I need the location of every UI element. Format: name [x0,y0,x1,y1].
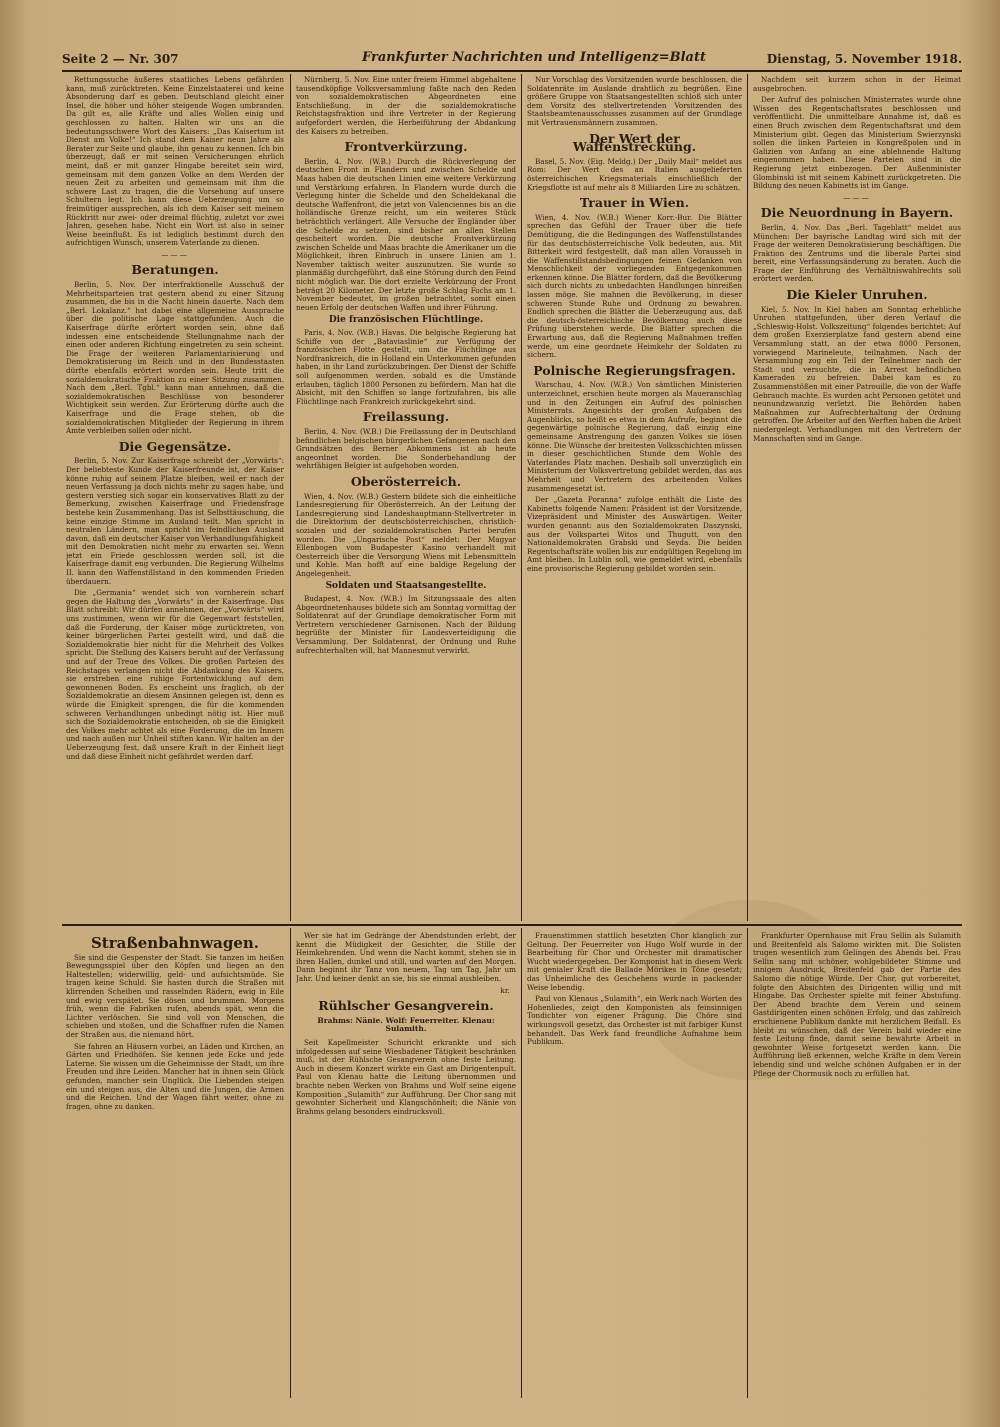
article-text: Berlin, 4. Nov. (W.B.) Durch die Rückverlegung der deutschen Front in Flandern und zwischen Schelde und Maas haben die deutschen Linien eine weitere Verkürzung und Verstärkung erfahren. In Flandern wurde durch die Verlegung hinter die Schelde und den Scheldekanal die deutsche Waffenfront, die jetzt von Valenciennes bis an die holländische Grenze reicht, um ein weiteres Stück beträchtlich verlängert. Alle Versuche der Engländer über die Schelde zu setzen, sind bisher an allen Stellen gescheitert worden. Die deutsche Frontverkürzung zwischen Schelde und Maas brachte die Amerikaner um die Möglichkeit, ihren Einbruch in unsere Linien am 1. November taktisch weiter auszunutzen. Sie wurde so planmäßig durchgeführt, daß eine Störung durch den Feind nicht möglich war. Die dort erzielte Verkürzung der Front beträgt 20 Kilometer. Der letzte große Schlag Fochs am 1. November bedeutet, im großen betrachtet, somit einen neuen Erfolg der deutschen Waffen und ihrer Führung. [296,156,516,312]
column-3 [527,76,742,921]
feuilleton-column-3 [527,932,742,1398]
article-text: Budapest, 4. Nov. (W.B.) Im Sitzungssaale des alten Abgeordnetenhauses bildete sich am Sonntag vormittag der Soldatenrat auf der Grundlage demokratischer Form mit Vertretern verschiedener Garnisonen. Nach der Bildung begrüßte der Minister für Landesverteidigung die Versammlung. Der Soldatenrat, der Ordnung und Ruhe aufrechterhalten will, hat Mannesmut verwirkt. [296,594,516,655]
column-rule [747,928,748,1398]
issue-date: Dienstag, 5. November 1918. [766,52,962,66]
article-text: Der Aufruf des polnischen Ministerrates wurde ohne Wissen des Regentschaftsrates beschlossen und veröffentlicht. Die unmittelbare Annahme ist, daß es einen Bruch zwischen dem Regentschaftsrat und dem Ministerium gibt. Gegen das Ministerium Swierzynski sollen die linken Parteien in Kongreßpolen und in Galizien von Anfang an eine ablehnende Haltung eingenommen haben. Diese Parteien sind in die Regierung jetzt einbezogen. Der Außenminister Glombinski ist mit seinem Kabinett zurückgetreten. Die Bildung des neuen Kabinetts ist im Gange. [753,95,961,191]
separator [753,194,961,203]
article-text: Nur Vorschlag des Vorsitzenden wurde beschlossen, die Soldatenräte im Auslande drahtlich zu begrüßen. Eine größere Gruppe von Staatsangestellten schloß sich unter dem Vorsitz des stellvertretenden Vorsitzenden des Staatsbeamtenausschusses zusammen auf der Grundlage mit Vertrauensmännern zusammen. [527,76,742,127]
article-text: Berlin, 4. Nov. (W.B.) Die Freilassung der in Deutschland befindlichen belgischen bürgerlichen Gefangenen nach den Grundsätzen des Berner Abkommens ist ab heute angeordnet worden. Die Sonderbehandlung der wehrfähigen Belgier ist aufgehoben worden. [296,426,516,471]
page-header [62,48,962,70]
article-heading: Die Neuordnung in Bayern. [760,205,954,221]
feuilleton-column-2 [296,932,516,1398]
column-rule [521,74,522,921]
feuilleton-column-1 [66,932,284,1398]
feuilleton-text: Paul von Klenaus „Sulamith“, ein Werk nach Worten des Hohenliedes, zeigt den Komponisten als feinsinnigen Tondichter von eigener Prägung. Die Chöre sind wirkungsvoll gesetzt, das Orchester ist mit farbiger Kunst behandelt. Das Werk fand freundliche Aufnahme beim Publikum. [527,994,742,1047]
article-text: Wien, 4. Nov. (W.B.) Wiener Korr.-Bur. Die Blätter sprechen das Gefühl der Trauer über die tiefe Demütigung, die die Bedingungen des Waffenstillstandes für das deutschösterreichische Volk bedeuten, aus. Mit Bitterkeit wird festgestellt, daß man allen Vorausseh in die Waffenstillstandsbedingungen feinen Gedanken von Menschlichkeit der vorliegenden Entgegenkommen erkennen könne. Die Blätter fordern, daß die Bevölkerung sich durch nichts zu unbedachten Handlungen hinreißen lassen möge. Sie mahnen die Bevölkerung, in dieser schweren Stunde Ruhe und Ordnung zu bewahren. Endlich sprechen die Blätter die Ueberzeugung aus, daß die deutsch-österreichische Bevölkerung auch diese Prüfung überstehen werde. Die Blätter sprechen die Erwartung aus, daß die Regierung Maßnahmen treffen werde, um eine geordnete Heimkehr der Soldaten zu sichern. [527,212,742,360]
article-heading: Frontverkürzung. [344,139,468,155]
article-heading: Die Gegensätze. [118,438,232,454]
article-text: Nachdem seit kurzem schon in der Heimat ausgebrochen. [753,76,961,93]
feuilleton-text: Frankfurter Opernhause mit Frau Sellin als Sulamith und Breitenfeld als Salomo wirkten mit. Die Solisten trugen wesentlich zum Gelingen des Abends bei. Frau Sellin sang mit schöner, wohlgebildeter Stimme und innigem Ausdruck, Breitenfeld gab der Partie des Salomo die nötige Würde. Der Chor, gut vorbereitet, folgte den Absichten des Dirigenten willig und mit Hingabe. Das Orchester spielte mit feiner Abstufung. Der Abend brachte dem Verein und seinem Gastdirigenten einen schönen Erfolg, und das zahlreich erschienene Publikum dankte mit herzlichem Beifall. Es bleibt zu wünschen, daß der Verein bald wieder eine feste Leitung finde, damit seine bewährte Arbeit in gewohnter Weise fortgesetzt werden kann. Die Aufführung ließ erkennen, welche Kräfte in dem Verein lebendig sind und welche schönen Aufgaben er in der Pflege der Chormusik noch zu erfüllen hat. [753,932,961,1078]
article-text: Berlin, 5. Nov. Zur Kaiserfrage schreibt der „Vorwärts“: Der beliebteste Kunde der Kaiserfreunde ist, der Kaiser könne ruhig auf seinem Platze bleiben, weil er nach der neuen Verfassung ja doch nichts mehr zu sagen habe, und gestern verstieg sich sogar ein konservatives Blatt zu der Bemerkung, zwischen Kaiserfrage und Friedensfrage bestehe kein Zusammenhang. Das ist Selbsttäuschung, die keine einzige Stimme im Ausland teilt. Man spricht in neutralen Ländern, man spricht im feindlichen Ausland davon, daß ein deutscher Kaiser von Verhandlungsfähigkeit mit den Demokratien nicht mehr zu erwarten sei. Wenn jetzt ein Friede geschlossen werden soll, ist die Kaiserfrage damit eng verbunden. Die Regierung Wilhelms II. kann den Waffenstillstand in den kommenden Frieden überdauern. [66,456,284,586]
article-text: Basel, 5. Nov. (Eig. Meldg.) Der „Daily Mail“ meldet aus Rom: Der Wert des an Italien ausgelieferten österreichischen Kriegsmaterials einschließlich der Kriegsflotte ist auf mehr als 8 Milliarden Lire zu schätzen. [527,156,742,192]
column-rule [290,928,291,1398]
masthead-title: Frankfurter Nachrichten und Intelligenz=Blatt [362,50,706,65]
article-heading: Trauer in Wien. [579,195,690,211]
column-rule [521,928,522,1398]
article-heading: Freilassung. [362,409,450,425]
author-signature: kr. [500,985,510,995]
article-heading: Beratungen. [131,262,219,278]
page-number: Seite 2 — Nr. 307 [62,52,179,66]
feuilleton-text: Sie sind die Gespenster der Stadt. Sie tanzen im heißen Bewegungsspiel über den Köpfen und liegen an den Haltestellen; widerwillig, geld- und aufsichtsmüde. Sie tragen keine Schuld. Sie hasten durch die Straßen mit klirrenden Scheiben und rasselnden Rädern, ewig in Eile und ewig verspätet. Sie dösen und brummen. Morgens früh, wenn die Fabriken rufen, abends spät, wenn die Lichter verlöschen. Sie sind voll von Menschen, die schieben und stoßen, und die Schaffner rufen die Namen der Straßen aus, die niemand hört. [66,952,284,1039]
article-text: Berlin, 5. Nov. Der interfraktionelle Ausschuß der Mehrheitsparteien trat gestern abend zu einer Sitzung zusammen, die bis in die Nacht hinein dauerte. Nach dem „Berl. Lokalanz.“ hat dabei eine allgemeine Aussprache über die politische Lage stattgefunden. Auch die Kaiserfrage dürfte erörtert worden sein, ohne daß indessen eine entscheidende Stellungnahme nach der einen oder anderen Richtung eingetreten zu sein scheint. Die Frage der weiteren Parlamentarisierung und Demokratisierung im Reich und in den Bundesstaaten dürfte ebenfalls erörtert worden sein. Heute tritt die sozialdemokratische Fraktion zu einer Sitzung zusammen. Nach dem „Berl. Tgbl.“ kann man annehmen, daß die sozialdemokratischen Beschlüsse von besonderer Wichtigkeit sein werden. Zur Erörterung dürfte auch die Kaiserfrage und die Frage stehen, ob die sozialdemokratischen Mitglieder der Regierung in ihrem Amte verbleiben sollen oder nicht. [66,280,284,436]
article-text: Nürnberg, 5. Nov. Eine unter freiem Himmel abgehaltene tausendköpfige Volksversammlung faßte nach den Reden von sozialdemokratischen Abgeordneten eine Entschließung, in der die sozialdemokratische Reichstagsfraktion und ihre Vertreter in der Regierung aufgefordert werden, die Herbeiführung der Abdankung des Kaisers zu betreiben. [296,76,516,136]
column-4 [753,76,961,921]
article-text: Berlin, 4. Nov. Das „Berl. Tageblatt“ meldet aus München: Der bayrische Landtag wird sich mit der Frage der weiteren Demokratisierung beschäftigen. Die Fraktion des Zentrums und die liberale Partei sind bereit, eine Verfassungsänderung zu beraten. Auch die Frage der Einführung des Verhältniswahlrechts soll erörtert werden. [753,222,961,284]
column-rule [290,74,291,921]
feuilleton-text: Wer sie hat im Gedränge der Abendstunden erlebt, der kennt die Müdigkeit der Gesichter, die Stille der Heimkehrenden. Und wenn die Nacht kommt, stehen sie in ihren Hallen, dunkel und still, und warten auf den Morgen. Dann beginnt ihr Tanz von neuem, Tag um Tag, Jahr um Jahr. Und keiner denkt an sie, bis sie einmal ausbleiben. [296,932,516,983]
column-1 [66,76,284,921]
separator [66,251,284,260]
article-heading: Oberösterreich. [350,473,462,489]
article-text: Warschau, 4. Nov. (W.B.) Von sämtlichen Ministerien unterzeichnet, erschien heute morgen als Maueranschlag und in den Zeitungen ein Aufruf des polnischen Ministerrats. Angesichts der großen Aufgaben des Augenblicks, so heißt es etwa in dem Aufrufe, beginnt die gegenwärtige polnische Regierung, daß einzig eine gemeinsame Anstrengung des ganzen Volkes sie lösen könne. Die Wünsche der breitesten Volksschichten müssen in dieser geschichtlichen Stunde dem Wohle des Vaterlandes Platz machen. Deshalb soll unverzüglich ein Ministerium der Volksvertretung gebildet werden, das aus Mehrheit und Vertretern des arbeitenden Volkes zusammengesetzt ist. [527,380,742,493]
header-rule [62,70,962,72]
article-heading: Polnische Regierungsfragen. [533,362,736,378]
column-rule [747,74,748,921]
article-text: Wien, 4. Nov. (W.B.) Gestern bildete sich die einheitliche Landesregierung für Oberösterreich. An der Leitung der Landesregierung sind Landeshauptmann-Stellvertreter in die Direktorium der deutschösterreichischen, christlich-sozialen und der sozialdemokratischen Partei berufen worden. Die „Ungarische Post“ meldet: Der Magyar Ellenbogen vom Budapester Kasino verhandelt mit Oesterreich über die Versorgung Wiens mit Lebensmitteln und Kohle. Man hofft auf eine baldige Regelung der Angelegenheit. [296,491,516,578]
program-line: Brahms: Nänie. Wolf: Feuerreiter. Klenau: Sulamith. [317,1015,495,1034]
article-text: Kiel, 5. Nov. In Kiel haben am Sonntag erhebliche Unruhen stattgefunden, über deren Verlauf die „Schleswig-Holst. Volkszeitung“ folgendes berichtet: Auf dem großen Exerzierplatze fand gestern abend eine Versammlung statt, an der etwa 8000 Personen, vorwiegend Marineleute, teilnahmen. Nach der Versammlung zog ein Teil der Teilnehmer nach der Stadt und versuchte, die in Arrest befindlichen Kameraden zu befreien. Dabei kam es zu Zusammenstößen mit einer Patrouille, die von der Waffe Gebrauch machte. Es wurden acht Personen getötet und neunundzwanzig verletzt. Die Behörden haben Maßnahmen zur Aufrechterhaltung der Ordnung getroffen. Die Arbeiter auf den Werften haben die Arbeit niedergelegt. Verhandlungen mit den Vertretern der Mannschaften sind im Gange. [753,304,961,443]
feuilleton-text: Sie fahren an Häusern vorbei, an Läden und Kirchen, an Gärten und Friedhöfen. Sie kennen jede Ecke und jede Laterne. Sie wissen um die Geheimnisse der Stadt, um ihre Freuden und ihre Leiden. Mancher hat in ihnen sein Glück gefunden, mancher sein Unglück. Die Liebenden steigen ein und steigen aus, die Alten und die Jungen, die Armen und die Reichen. Und der Wagen fährt weiter, ohne zu fragen, ohne zu danken. [66,1041,284,1111]
article-heading: Die Kieler Unruhen. [786,287,928,303]
article-heading: Der Wert der Waffenstreckung. [572,130,697,155]
article-heading: Die französischen Flüchtlinge. [328,315,484,326]
article-text: Der „Gazeta Poranna“ zufolge enthält die Liste des Kabinetts folgende Namen: Präsident ist der Vorsitzende, Vizepräsident und Minister des Auswärtigen. Weiter wurden genannt: aus den Sozialdemokraten Daszynski, aus der Volkspartei Witos und Thugutt, von den Nationaldemokraten Grabski und Seyda. Die beiden Regentschaftsräte wollen bis zur endgültigen Regelung im Amt bleiben. In Lublin soll, wie gemeldet wird, ebenfalls eine provisorische Regierung gebildet worden sein. [527,495,742,573]
feuilleton-text: Frauenstimmen stattlich besetzten Chor klanglich zur Geltung. Der Feuerreiter von Hugo Wolf wurde in der Bearbeitung für Chor und Orchester mit dramatischer Wucht wiedergegeben. Der Komponist hat in diesem Werk mit genialer Kraft die Ballade Mörikes in Töne gesetzt; das Unheimliche des Geschehens wurde in packender Weise lebendig. [527,932,742,992]
feuilleton-column-4 [753,932,961,1398]
feuilleton-rule [62,924,962,926]
article-text: Die „Germania“ wendet sich von vornherein scharf gegen die Haltung des „Vorwärts“ in der Kaiserfrage. Das Blatt schreibt: Wir dürfen annehmen, der „Vorwärts“ wird uns zustimmen, wenn wir für die Gegenwart feststellen, daß die Forderung, der Kaiser möge zurücktreten, von keiner bürgerlichen Partei gestellt wird, und daß die Sozialdemokratie hier nicht für die Mehrheit des Volkes spricht. Die Stellung des Kaisers beruht auf der Verfassung und auf der Treue des Volkes. Die großen Parteien des Reichstages verlangen nicht die Abdankung des Kaisers, sie erstreben eine ruhige Fortentwicklung auf dem gewonnenen Boden. Es erscheint uns fraglich, ob der Sozialdemokratie an diesem Ansinnen gelegen ist, denn es würde die Einigkeit sprengen, die für die kommenden schweren Verhandlungen unbedingt nötig ist. Hier muß sich die Sozialdemokratie entscheiden, ob sie die Einigkeit des Volkes mehr achtet als eine Forderung, die im Innern und nach außen nur Unheil stiften kann. Wir halten an der Ueberzeugung fest, daß unsere Kraft in der Einheit liegt und daß diese Einheit nicht gefährdet werden darf. [66,588,284,761]
article-heading: Soldaten und Staatsangestellte. [325,581,487,592]
article-text: Rettungssuche äußeres staatliches Lebens gefährden kann, muß zurücktreten. Keine Einzelstaaterei und keine Absonderung darf es geben. Deutschland gleicht einer Insel, die höher und höher steigende Wogen umbranden. Da gilt es, alle Kräfte und alles Wollen einig und geschlossen zu halten. Halten wir uns an die bedeutungsschwere Wort des Kaisers: „Das Kaisertum ist Dienst am Volke!“ Ich stand dem Kaiser neun Jahre als Berater zur Seite und glaube, ihn genau zu kennen. Ich bin überzeugt, daß er mit seinen Versicherungen ehrlich meint, daß er mit ganzer Hingabe bereitet sein wird, gemeinsam mit dem ganzen Volke an dem Werden der neuen Zeit zu arbeiten und gemeinsam mit ihm die schwere Last zu tragen, die die Vorsehung auf unsere Schultern legt. Ich kann diese Ueberzeugung um so freimütiger aussprechen, als ich dem Kaiser seit meinem Rücktritt nur zwei- oder dreimal flüchtig, zuletzt vor zwei Jahren, gesehen habe. Nicht ein Wort ist also in seiner Weise beeinflußt. Es ist lediglich bestimmt durch den aufrichtigen Wunsch, unserem Vaterlande zu dienen. [66,76,284,248]
column-2 [296,76,516,921]
feuilleton-heading: Rühlscher Gesangverein. [318,998,494,1014]
feuilleton-text: Seit Kapellmeister Schuricht erkrankte und sich infolgedessen auf seine Wiesbadener Tätigkeit beschränken muß, ist der Rühlsche Gesangverein ohne feste Leitung. Auch in diesem Konzert wirkte ein Gast am Dirigentenpult. Paul von Klenau hatte die Leitung übernommen und brachte neben Werken von Brahms und Wolf seine eigene Komposition „Sulamith“ zur Aufführung. Der Chor sang mit gewohnter Sicherheit und Klangschönheit; die Nänie von Brahms gelang besonders eindrucksvoll. [296,1037,516,1116]
article-text: Paris, 4. Nov. (W.B.) Havas. Die belgische Regierung hat Schiffe von der „Bataviaslinie“ zur Verfügung der französischen Flotte gestellt, um die Flüchtlinge aus Nordfrankreich, die in Holland ein Unterkommen gefunden haben, in ihr Land zurückzubringen. Der Dienst der Schiffe soll aufgenommen werden, sobald es die Umstände erlauben, täglich 1800 Personen zu befördern. Man hat die Absicht, mit den Schiffen so lange fortzufahren, bis alle Flüchtlinge nach Frankreich zurückgekehrt sind. [296,328,516,406]
feuilleton-heading: Straßenbahnwagen. [90,934,260,952]
